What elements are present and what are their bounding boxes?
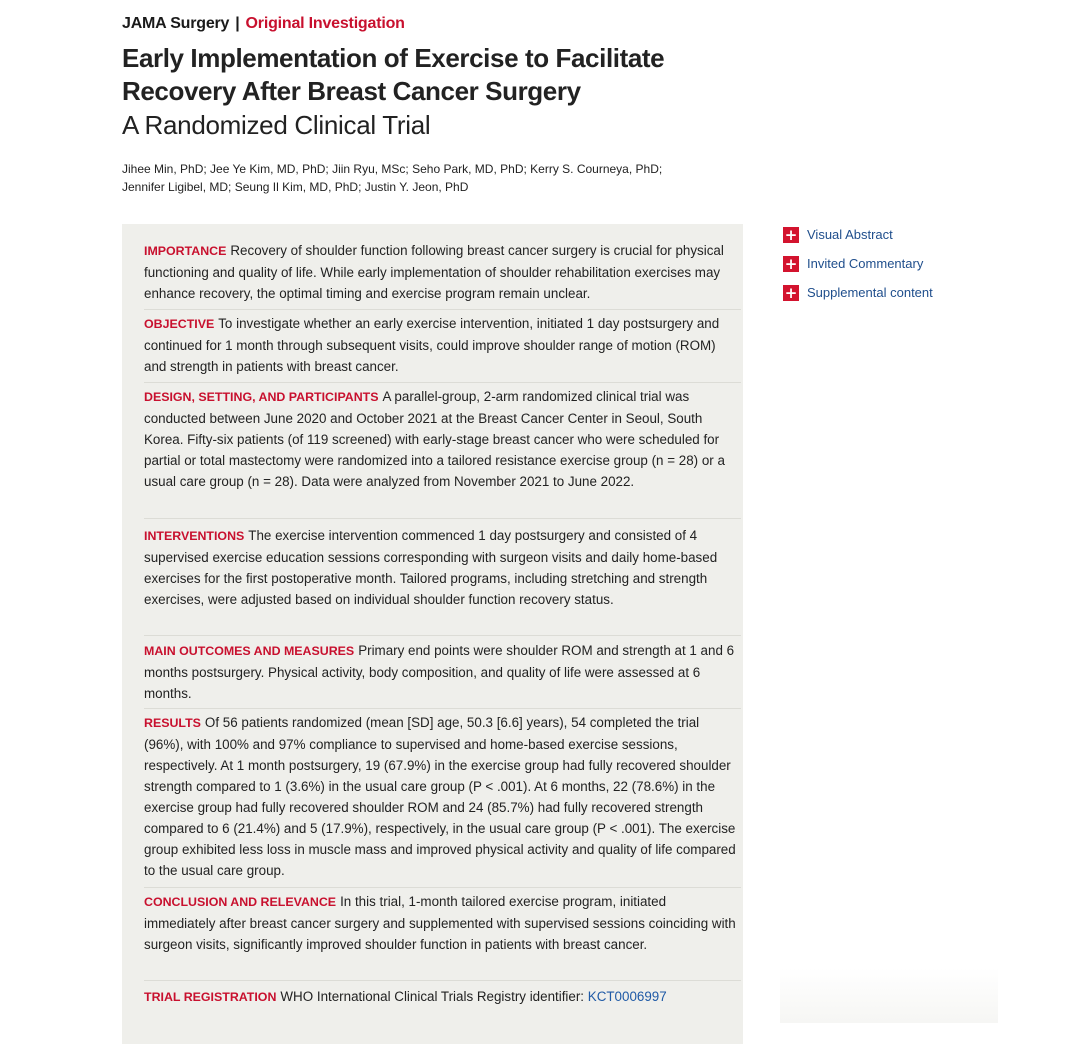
importance-text: Recovery of shoulder function following breast cancer surgery is crucial for physical functioning and quality of life. While early implementation of shoulder rehabilitation exercises may enhance recovery, the optimal timing and exercise program remain unclear.	[144, 243, 724, 301]
supplemental-content-label[interactable]: Supplemental content	[807, 285, 933, 300]
outcomes-label: MAIN OUTCOMES AND MEASURES	[144, 644, 355, 658]
abstract-conclusion	[144, 891, 741, 955]
abstract-results	[144, 712, 741, 881]
trial-identifier-link[interactable]: KCT0006997	[587, 989, 667, 1004]
invited-commentary-link[interactable]	[783, 249, 983, 278]
design-label: DESIGN, SETTING, AND PARTICIPANTS	[144, 390, 379, 404]
journal-name[interactable]: JAMA Surgery	[122, 15, 230, 32]
visual-abstract-link[interactable]	[783, 220, 983, 249]
article-subtitle: A Randomized Clinical Trial	[122, 110, 431, 140]
section-divider	[144, 887, 741, 888]
margin-shadow	[780, 968, 998, 1023]
section-divider	[144, 382, 741, 383]
header-separator: |	[235, 15, 240, 32]
supplemental-content-link[interactable]	[783, 278, 983, 307]
interventions-label: INTERVENTIONS	[144, 529, 245, 543]
article-type: Original Investigation	[245, 15, 405, 32]
objective-text: To investigate whether an early exercise intervention, initiated 1 day postsurgery and continued for 1 month through subsequent visits, could improve shoulder range of motion (ROM) and strength in patients with breast cancer.	[144, 316, 720, 374]
visual-abstract-label[interactable]: Visual Abstract	[807, 227, 893, 242]
design-text: A parallel-group, 2-arm randomized clinical trial was conducted between June 2020 and October 2021 at the Breast Cancer Center in Seoul, South Korea. Fifty-six patients (of 119 screened) with early-stage breast cancer who were scheduled for partial or total mastectomy were randomized into a tailored resistance exercise group (n = 28) or a usual care group (n = 28). Data were analyzed from November 2021 to June 2022.	[144, 389, 725, 489]
plus-icon[interactable]: +	[784, 254, 798, 273]
authors-line-2: Jennifer Ligibel, MD; Seung Il Kim, MD, PhD; Justin Y. Jeon, PhD	[122, 180, 469, 194]
abstract-interventions	[144, 525, 741, 610]
results-label: RESULTS	[144, 716, 201, 730]
invited-commentary-label[interactable]: Invited Commentary	[807, 256, 924, 271]
abstract-importance	[144, 240, 741, 304]
section-divider	[144, 635, 741, 636]
objective-label: OBJECTIVE	[144, 317, 215, 331]
abstract-registration	[144, 986, 741, 1008]
registration-text: WHO International Clinical Trials Registry identifier:	[280, 989, 585, 1004]
conclusion-label: CONCLUSION AND RELEVANCE	[144, 895, 337, 909]
journal-header	[122, 15, 405, 33]
abstract-outcomes	[144, 640, 741, 704]
results-text: Of 56 patients randomized (mean [SD] age, 50.3 [6.6] years), 54 completed the trial (96%), with 100% and 97% compliance to supervised and home-based exercise sessions, respectively. At 1 month postsurgery, 19 (67.9%) in the exercise group had fully recovered shoulder strength compared to 1 (3.6%) in the usual care group (P < .001). At 6 months, 22 (78.6%) in the exercise group had fully recovered shoulder ROM and 24 (85.7%) had fully recovered strength compared to 6 (21.4%) and 5 (17.9%), respectively, in the usual care group (P < .001). The exercise group exhibited less loss in muscle mass and improved physical activity and quality of life compared to the usual care group.	[144, 715, 736, 878]
section-divider	[144, 980, 741, 981]
section-divider	[144, 309, 741, 310]
interventions-text: The exercise intervention commenced 1 day postsurgery and consisted of 4 supervised exercise education sessions corresponding with surgeon visits and daily home-based exercises for the first postoperative month. Tailored programs, including stretching and strength exercises, were adjusted based on individual shoulder function recovery status.	[144, 528, 718, 607]
plus-icon[interactable]: +	[784, 225, 798, 244]
article-title: Early Implementation of Exercise to Facilitate Recovery After Breast Cancer Surgery	[122, 43, 665, 106]
section-divider	[144, 518, 741, 519]
abstract-box	[122, 224, 743, 1044]
abstract-design	[144, 386, 741, 492]
section-divider	[144, 708, 741, 709]
abstract-objective	[144, 313, 741, 377]
conclusion-text: In this trial, 1-month tailored exercise program, initiated immediately after breast cancer surgery and supplemented with supervised sessions coinciding with surgeon visits, significantly improved shoulder function in patients with breast cancer.	[144, 894, 736, 952]
authors-line-1: Jihee Min, PhD; Jee Ye Kim, MD, PhD; Jiin Ryu, MSc; Seho Park, MD, PhD; Kerry S. Courneya, PhD;	[122, 162, 663, 176]
supplement-links	[783, 220, 983, 307]
outcomes-text: Primary end points were shoulder ROM and strength at 1 and 6 months postsurgery. Physical activity, body composition, and quality of life were assessed at 6 months.	[144, 643, 735, 701]
registration-label: TRIAL REGISTRATION	[144, 990, 277, 1004]
plus-icon[interactable]: +	[784, 283, 798, 302]
importance-label: IMPORTANCE	[144, 244, 227, 258]
author-list	[122, 160, 722, 196]
